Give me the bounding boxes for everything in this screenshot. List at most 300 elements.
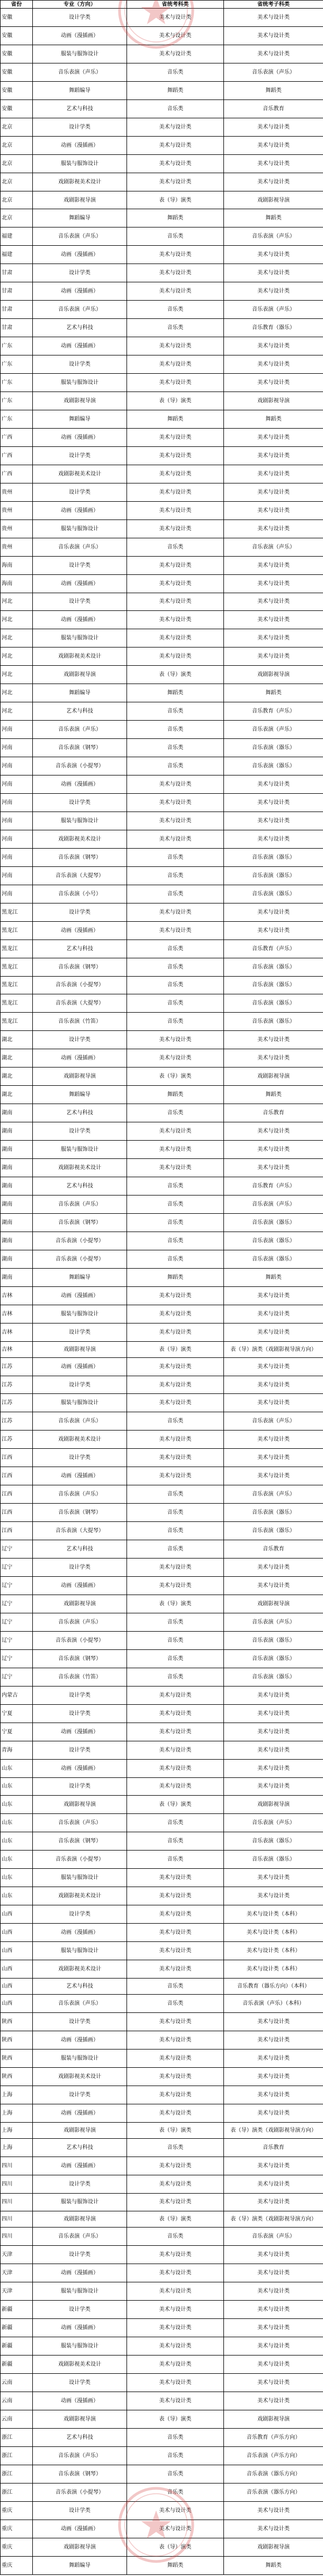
province-cell: 河南 (1, 757, 33, 775)
province-cell: 湖南 (1, 1232, 33, 1250)
exam-subcategory-cell: 美术与设计类 (224, 574, 323, 593)
exam-subcategory-cell: 音乐表演（声乐） (224, 2228, 323, 2246)
exam-category-cell: 美术与设计类 (127, 2319, 224, 2337)
table-row (1, 173, 323, 191)
province-cell: 山东 (1, 1832, 33, 1851)
table-row (1, 2012, 323, 2031)
exam-category-cell: 美术与设计类 (127, 921, 224, 940)
exam-subcategory-cell: 音乐表演（器乐） (224, 994, 323, 1013)
table-row (1, 2138, 323, 2157)
exam-category-cell: 音乐类 (127, 1649, 224, 1668)
exam-subcategory-cell: 美术与设计类 (224, 556, 323, 574)
major-cell: 动画（漫插画） (33, 246, 127, 264)
table-row (1, 1522, 323, 1540)
major-cell: 动画（漫插画） (33, 2392, 127, 2410)
major-cell: 设计学类 (33, 355, 127, 374)
exam-category-cell: 美术与设计类 (127, 1887, 224, 1905)
exam-subcategory-cell: 美术与设计类 (224, 2319, 323, 2337)
major-cell: 服装与服饰设计 (33, 1942, 127, 1960)
province-cell: 广东 (1, 355, 33, 374)
major-cell: 动画（漫插画） (33, 1924, 127, 1942)
province-cell: 重庆 (1, 2538, 33, 2556)
major-cell: 戏剧影视美术设计 (33, 2356, 127, 2374)
exam-category-cell: 美术与设计类 (127, 9, 224, 27)
exam-category-cell: 表（导）演类 (127, 2410, 224, 2429)
exam-category-cell: 音乐类 (127, 1013, 224, 1031)
province-cell: 云南 (1, 2410, 33, 2429)
exam-category-cell: 音乐类 (127, 301, 224, 319)
exam-category-cell: 美术与设计类 (127, 136, 224, 154)
exam-category-cell: 美术与设计类 (127, 2520, 224, 2538)
exam-category-cell: 美术与设计类 (127, 1049, 224, 1068)
major-cell: 艺术与科技 (33, 1540, 127, 1559)
major-cell: 艺术与科技 (33, 99, 127, 118)
major-cell: 戏剧影视导演 (33, 1068, 127, 1086)
table-row (1, 2465, 323, 2483)
exam-subcategory-cell: 美术与设计类 (224, 1357, 323, 1376)
province-cell: 山西 (1, 1942, 33, 1960)
exam-subcategory-cell: 戏剧影视导演 (224, 191, 323, 209)
table-row (1, 1924, 323, 1942)
exam-subcategory-cell: 美术与设计类 (224, 629, 323, 647)
table-row (1, 2067, 323, 2086)
major-cell: 音乐表演（钢琴） (33, 1504, 127, 1522)
table-row (1, 1323, 323, 1341)
province-cell: 重庆 (1, 2501, 33, 2520)
exam-category-cell: 音乐类 (127, 1104, 224, 1122)
exam-category-cell: 美术与设计类 (127, 1741, 224, 1759)
province-cell: 江苏 (1, 1394, 33, 1412)
major-cell: 音乐表演（大提琴） (33, 866, 127, 885)
major-cell: 设计学类 (33, 1741, 127, 1759)
table-row (1, 26, 323, 45)
province-cell: 上海 (1, 2122, 33, 2138)
exam-category-cell: 音乐类 (127, 2138, 224, 2157)
exam-subcategory-cell: 戏剧影视导演 (224, 2410, 323, 2429)
major-cell: 戏剧影视美术设计 (33, 465, 127, 483)
major-cell: 音乐表演（大提琴） (33, 1522, 127, 1540)
exam-subcategory-cell: 美术与设计类 (224, 374, 323, 392)
exam-category-cell: 美术与设计类 (127, 501, 224, 520)
exam-category-cell: 音乐类 (127, 976, 224, 994)
major-cell: 舞蹈编导 (33, 2556, 127, 2574)
exam-subcategory-cell: 音乐教育（声乐） (224, 702, 323, 721)
province-cell: 广东 (1, 337, 33, 355)
exam-category-cell: 音乐类 (127, 1195, 224, 1213)
major-cell: 戏剧影视导演 (33, 2211, 127, 2228)
exam-subcategory-cell: 美术与设计类 (224, 45, 323, 63)
major-cell: 音乐表演（声乐） (33, 1814, 127, 1832)
province-cell: 山西 (1, 1960, 33, 1979)
province-cell: 新疆 (1, 2319, 33, 2337)
exam-subcategory-cell: 音乐表演（声乐） (224, 1814, 323, 1832)
province-cell: 山东 (1, 1887, 33, 1905)
major-cell: 戏剧影视美术设计 (33, 647, 127, 666)
major-cell: 艺术与科技 (33, 1177, 127, 1196)
province-cell: 辽宁 (1, 1595, 33, 1613)
table-row (1, 154, 323, 173)
header-row (1, 1, 323, 9)
table-row (1, 1286, 323, 1305)
exam-subcategory-cell: 表（导）演类（戏剧影视导演方向） (224, 2122, 323, 2138)
exam-category-cell: 美术与设计类 (127, 556, 224, 574)
exam-category-cell: 美术与设计类 (127, 428, 224, 446)
table-row (1, 1559, 323, 1577)
table-row (1, 209, 323, 227)
major-cell: 戏剧影视美术设计 (33, 830, 127, 848)
exam-category-cell: 美术与设计类 (127, 1686, 224, 1704)
major-cell: 动画（漫插画） (33, 1357, 127, 1376)
exam-subcategory-cell: 美术与设计类 (224, 2086, 323, 2104)
table-row (1, 994, 323, 1013)
table-row (1, 976, 323, 994)
exam-category-cell: 美术与设计类 (127, 45, 224, 63)
exam-category-cell: 表（导）演类 (127, 666, 224, 684)
exam-category-cell: 美术与设计类 (127, 2246, 224, 2264)
exam-category-cell: 美术与设计类 (127, 1905, 224, 1924)
major-cell: 艺术与科技 (33, 319, 127, 337)
major-cell: 设计学类 (33, 1777, 127, 1796)
exam-category-cell: 美术与设计类 (127, 1924, 224, 1942)
major-cell: 音乐表演（小提琴） (33, 1851, 127, 1869)
exam-category-cell: 音乐类 (127, 2446, 224, 2465)
exam-subcategory-cell: 音乐教育（器乐） (224, 319, 323, 337)
exam-subcategory-cell: 美术与设计类 (224, 1049, 323, 1068)
province-cell: 宁夏 (1, 1723, 33, 1741)
table-row (1, 2483, 323, 2501)
table-row (1, 1412, 323, 1431)
table-row (1, 1978, 323, 1994)
exam-category-cell: 音乐类 (127, 2428, 224, 2446)
exam-subcategory-cell: 舞蹈类 (224, 1086, 323, 1104)
province-cell: 江苏 (1, 1412, 33, 1431)
table-row (1, 2319, 323, 2337)
exam-subcategory-cell: 美术与设计类 (224, 428, 323, 446)
exam-category-cell: 美术与设计类 (127, 282, 224, 301)
table-row (1, 1449, 323, 1467)
exam-category-cell: 美术与设计类 (127, 465, 224, 483)
exam-subcategory-cell: 音乐教育 (224, 1104, 323, 1122)
exam-subcategory-cell: 美术与设计类 (224, 1376, 323, 1394)
exam-subcategory-cell: 美术与设计类 (224, 9, 323, 27)
major-cell: 戏剧影视导演 (33, 2410, 127, 2429)
exam-category-cell: 美术与设计类 (127, 2175, 224, 2193)
table-row (1, 1104, 323, 1122)
exam-category-cell: 美术与设计类 (127, 2049, 224, 2067)
exam-subcategory-cell: 美术与设计类 (224, 2301, 323, 2319)
province-cell: 福建 (1, 227, 33, 246)
exam-category-cell: 美术与设计类 (127, 574, 224, 593)
exam-category-cell: 音乐类 (127, 848, 224, 866)
exam-category-cell: 美术与设计类 (127, 1305, 224, 1323)
exam-subcategory-cell: 美术与设计类 (224, 2501, 323, 2520)
major-cell: 音乐表演（钢琴） (33, 958, 127, 976)
major-cell: 设计学类 (33, 1031, 127, 1049)
major-cell: 动画（漫插画） (33, 1049, 127, 1068)
exam-category-cell: 美术与设计类 (127, 1704, 224, 1723)
exam-category-cell: 美术与设计类 (127, 2067, 224, 2086)
major-cell: 动画（漫插画） (33, 2031, 127, 2049)
exam-subcategory-cell: 美术与设计类 (224, 1286, 323, 1305)
table-row (1, 1777, 323, 1796)
exam-category-cell: 美术与设计类 (127, 2193, 224, 2211)
major-cell: 设计学类 (33, 2175, 127, 2193)
exam-category-cell: 美术与设计类 (127, 2264, 224, 2282)
table-row (1, 2374, 323, 2392)
exam-category-cell: 音乐类 (127, 1540, 224, 1559)
table-row (1, 1905, 323, 1924)
province-cell: 安徽 (1, 63, 33, 81)
exam-category-cell: 美术与设计类 (127, 1577, 224, 1595)
exam-category-cell: 表（导）演类 (127, 1796, 224, 1814)
exam-subcategory-cell: 美术与设计类 (224, 1869, 323, 1887)
exam-subcategory-cell: 音乐表演（声乐） (224, 301, 323, 319)
major-cell: 音乐表演（钢琴） (33, 1213, 127, 1232)
exam-subcategory-cell: 美术与设计类 (224, 483, 323, 501)
exam-category-cell: 表（导）演类 (127, 2211, 224, 2228)
table-row (1, 2031, 323, 2049)
table-row (1, 2282, 323, 2301)
table-row (1, 2520, 323, 2538)
table-row (1, 1704, 323, 1723)
province-cell: 山东 (1, 1759, 33, 1777)
exam-subcategory-cell: 美术与设计类 (224, 26, 323, 45)
exam-subcategory-cell: 美术与设计类（本科） (224, 1924, 323, 1942)
province-cell: 江西 (1, 1522, 33, 1540)
major-cell: 动画（漫插画） (33, 136, 127, 154)
province-cell: 河北 (1, 684, 33, 702)
table-row (1, 63, 323, 81)
province-cell: 黑龙江 (1, 921, 33, 940)
exam-subcategory-cell: 美术与设计类 (224, 2012, 323, 2031)
exam-subcategory-cell: 美术与设计类 (224, 611, 323, 629)
table-body (1, 9, 323, 2575)
table-row (1, 483, 323, 501)
province-cell: 湖南 (1, 1213, 33, 1232)
table-row (1, 428, 323, 446)
table-row (1, 1250, 323, 1268)
exam-subcategory-cell: 戏剧影视导演 (224, 392, 323, 410)
table-row (1, 1814, 323, 1832)
province-cell: 河南 (1, 739, 33, 757)
table-row (1, 556, 323, 574)
exam-category-cell: 美术与设计类 (127, 1960, 224, 1979)
exam-subcategory-cell: 美术与设计类（本科） (224, 1942, 323, 1960)
exam-category-cell: 音乐类 (127, 1232, 224, 1250)
province-cell: 陕西 (1, 2067, 33, 2086)
province-cell: 河南 (1, 775, 33, 794)
major-cell: 戏剧影视美术设计 (33, 1431, 127, 1449)
table-row (1, 921, 323, 940)
major-cell: 音乐表演（竹笛） (33, 1013, 127, 1031)
table-row (1, 282, 323, 301)
major-cell: 戏剧影视导演 (33, 392, 127, 410)
exam-category-cell: 美术与设计类 (127, 1723, 224, 1741)
exam-category-cell: 表（导）演类 (127, 1595, 224, 1613)
exam-subcategory-cell: 美术与设计类 (224, 1887, 323, 1905)
exam-subcategory-cell: 美术与设计类 (224, 921, 323, 940)
table-row (1, 885, 323, 903)
table-row (1, 2193, 323, 2211)
exam-subcategory-cell: 音乐表演（器乐） (224, 976, 323, 994)
major-cell: 音乐表演（钢琴） (33, 739, 127, 757)
major-cell: 音乐表演（钢琴） (33, 1832, 127, 1851)
major-cell: 音乐表演（声乐） (33, 1485, 127, 1504)
province-cell: 河南 (1, 848, 33, 866)
province-cell: 北京 (1, 154, 33, 173)
table-row (1, 1232, 323, 1250)
table-row (1, 903, 323, 921)
exam-category-cell: 音乐类 (127, 227, 224, 246)
table-row (1, 1159, 323, 1177)
exam-category-cell: 音乐类 (127, 1668, 224, 1686)
exam-subcategory-cell: 音乐表演（声乐方向） (224, 2446, 323, 2465)
exam-category-cell: 舞蹈类 (127, 209, 224, 227)
province-cell: 北京 (1, 173, 33, 191)
exam-category-cell: 美术与设计类 (127, 337, 224, 355)
exam-category-cell: 美术与设计类 (127, 1431, 224, 1449)
exam-category-cell: 音乐类 (127, 1832, 224, 1851)
province-cell: 湖南 (1, 1122, 33, 1141)
exam-subcategory-cell: 美术与设计类 (224, 154, 323, 173)
exam-subcategory-cell: 音乐表演（声乐） (224, 1485, 323, 1504)
table-row (1, 246, 323, 264)
table-row (1, 1851, 323, 1869)
province-cell: 新疆 (1, 2337, 33, 2356)
province-cell: 四川 (1, 2175, 33, 2193)
exam-category-cell: 美术与设计类 (127, 1357, 224, 1376)
province-cell: 天津 (1, 2264, 33, 2282)
major-cell: 设计学类 (33, 1686, 127, 1704)
exam-subcategory-cell: 美术与设计类 (224, 2246, 323, 2264)
exam-category-cell: 美术与设计类 (127, 2086, 224, 2104)
province-cell: 贵州 (1, 538, 33, 556)
table-row (1, 1394, 323, 1412)
exam-category-cell: 美术与设计类 (127, 1394, 224, 1412)
province-cell: 河北 (1, 666, 33, 684)
province-cell: 河北 (1, 629, 33, 647)
major-cell: 音乐表演（大提琴） (33, 994, 127, 1013)
exam-subcategory-cell: 音乐表演（器乐） (224, 1213, 323, 1232)
exam-category-cell: 音乐类 (127, 866, 224, 885)
major-cell: 动画（漫插画） (33, 282, 127, 301)
exam-subcategory-cell: 美术与设计类 (224, 2157, 323, 2175)
exam-category-cell: 美术与设计类 (127, 118, 224, 136)
major-cell: 戏剧影视导演 (33, 2122, 127, 2138)
major-cell: 设计学类 (33, 446, 127, 465)
major-cell: 设计学类 (33, 118, 127, 136)
exam-subcategory-cell: 戏剧影视导演 (224, 666, 323, 684)
exam-category-cell: 音乐类 (127, 1213, 224, 1232)
major-cell: 设计学类 (33, 1704, 127, 1723)
major-cell: 设计学类 (33, 1905, 127, 1924)
exam-subcategory-cell: 戏剧影视导演 (224, 2538, 323, 2556)
major-cell: 音乐表演（声乐） (33, 721, 127, 739)
major-cell: 舞蹈编导 (33, 1268, 127, 1286)
table-row (1, 227, 323, 246)
exam-category-cell: 音乐类 (127, 1851, 224, 1869)
table-row (1, 264, 323, 282)
province-cell: 辽宁 (1, 1540, 33, 1559)
major-cell: 艺术与科技 (33, 702, 127, 721)
table-row (1, 1068, 323, 1086)
exam-category-cell: 音乐类 (127, 721, 224, 739)
province-cell: 江苏 (1, 1431, 33, 1449)
province-cell: 山东 (1, 1777, 33, 1796)
exam-category-cell: 美术与设计类 (127, 2104, 224, 2122)
province-cell: 河南 (1, 830, 33, 848)
exam-category-cell: 美术与设计类 (127, 2501, 224, 2520)
table-row (1, 2122, 323, 2138)
major-cell: 设计学类 (33, 1376, 127, 1394)
province-cell: 吉林 (1, 1305, 33, 1323)
province-cell: 黑龙江 (1, 940, 33, 958)
exam-subcategory-cell: 舞蹈类 (224, 410, 323, 428)
exam-subcategory-cell: 音乐表演（器乐） (224, 958, 323, 976)
exam-category-cell: 美术与设计类 (127, 2012, 224, 2031)
exam-category-cell: 美术与设计类 (127, 1559, 224, 1577)
province-cell: 湖北 (1, 1086, 33, 1104)
exam-category-cell: 美术与设计类 (127, 1942, 224, 1960)
province-cell: 广西 (1, 428, 33, 446)
major-cell: 服装与服饰设计 (33, 2337, 127, 2356)
exam-category-cell: 音乐类 (127, 958, 224, 976)
exam-subcategory-cell: 美术与设计类 (224, 1777, 323, 1796)
exam-subcategory-cell: 音乐表演（声乐） (224, 1613, 323, 1631)
header-major: 专业（方向） (33, 1, 127, 9)
table-row (1, 2428, 323, 2446)
province-cell: 江西 (1, 1467, 33, 1485)
table-row (1, 374, 323, 392)
exam-subcategory-cell: 音乐表演（器乐） (224, 1250, 323, 1268)
major-cell: 服装与服饰设计 (33, 2282, 127, 2301)
major-cell: 音乐表演（声乐） (33, 301, 127, 319)
province-cell: 广东 (1, 374, 33, 392)
province-cell: 辽宁 (1, 1613, 33, 1631)
province-cell: 海南 (1, 556, 33, 574)
major-cell: 设计学类 (33, 2374, 127, 2392)
exam-subcategory-cell: 美术与设计类 (224, 1305, 323, 1323)
province-cell: 北京 (1, 118, 33, 136)
exam-subcategory-cell: 戏剧影视导演 (224, 1068, 323, 1086)
table-row (1, 848, 323, 866)
exam-category-cell: 音乐类 (127, 538, 224, 556)
province-cell: 湖南 (1, 1159, 33, 1177)
province-cell: 湖南 (1, 1141, 33, 1159)
table-row (1, 1177, 323, 1196)
exam-subcategory-cell: 美术与设计类 (224, 2520, 323, 2538)
province-cell: 上海 (1, 2138, 33, 2157)
major-cell: 动画（漫插画） (33, 2104, 127, 2122)
exam-category-cell: 音乐类 (127, 1412, 224, 1431)
exam-category-cell: 美术与设计类 (127, 2301, 224, 2319)
major-cell: 音乐表演（声乐） (33, 538, 127, 556)
exam-subcategory-cell: 美术与设计类 (224, 520, 323, 538)
exam-subcategory-cell: 美术与设计类 (224, 830, 323, 848)
major-cell: 戏剧影视导演 (33, 666, 127, 684)
exam-category-cell: 舞蹈类 (127, 81, 224, 99)
major-cell: 动画（漫插画） (33, 26, 127, 45)
exam-category-cell: 音乐类 (127, 63, 224, 81)
province-cell: 陕西 (1, 2031, 33, 2049)
table-header (1, 1, 323, 9)
table-row (1, 1504, 323, 1522)
major-cell: 音乐表演（小提琴） (33, 1250, 127, 1268)
major-cell: 舞蹈编导 (33, 209, 127, 227)
exam-subcategory-cell: 音乐表演（声乐） (224, 1412, 323, 1431)
province-cell: 吉林 (1, 1286, 33, 1305)
major-cell: 动画（漫插画） (33, 1723, 127, 1741)
